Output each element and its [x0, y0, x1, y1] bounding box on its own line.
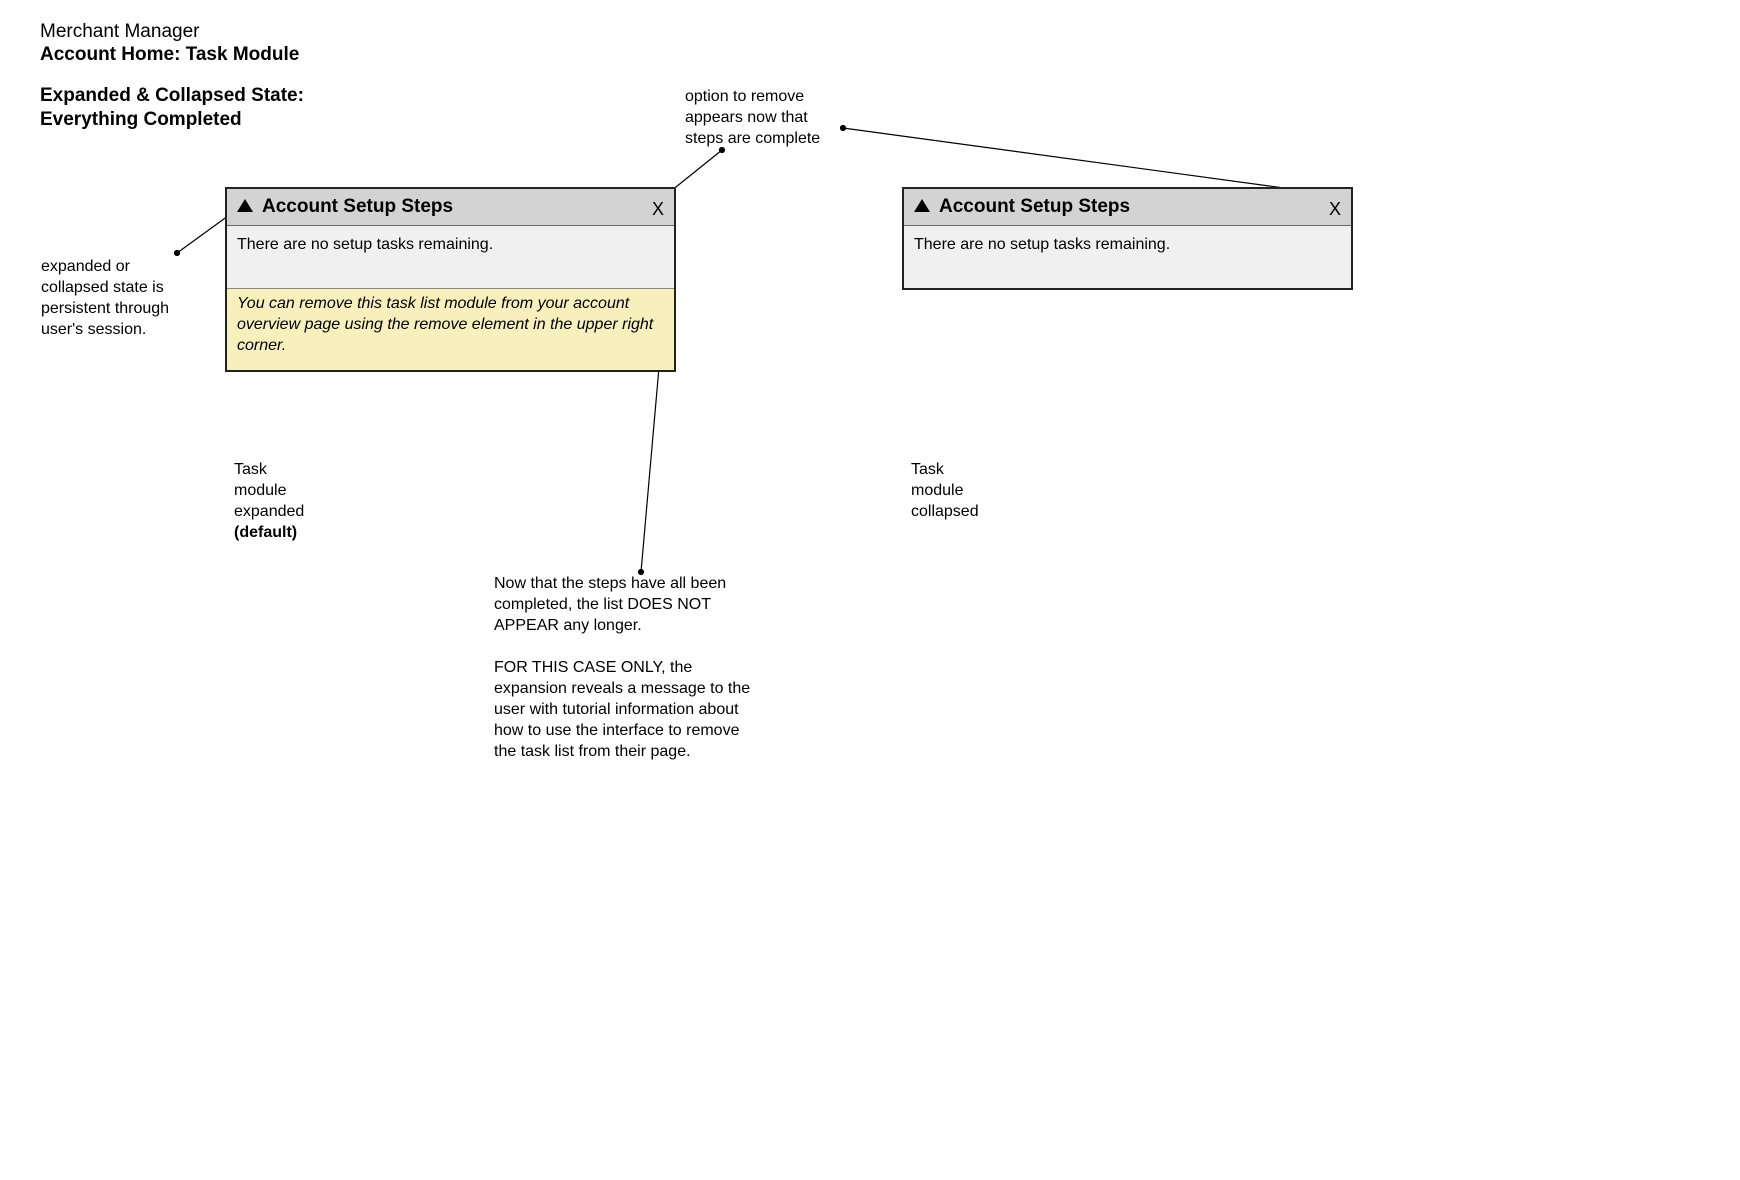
annotation-remove-option: option to remove appears now that steps are complete: [685, 88, 821, 147]
caption-collapsed: Task module collapsed: [911, 461, 979, 520]
annotation-persistent-state: expanded or collapsed state is persistent through user's session.: [41, 258, 170, 338]
connector-dot: [175, 251, 180, 256]
panel-body-text: There are no setup tasks remaining.: [914, 236, 1171, 253]
close-icon[interactable]: X: [1328, 199, 1341, 219]
connector-remove-option-right: [843, 128, 1343, 196]
task-module-expanded: [225, 187, 676, 372]
caption-expanded-text: Task module expanded: [234, 461, 305, 520]
collapse-triangle-icon[interactable]: [914, 199, 930, 212]
panel-title: Account Setup Steps: [262, 196, 454, 217]
tutorial-tip: You can remove this task list module from your account overview page using the remove element in the upper right corner.: [227, 288, 674, 370]
page-title: Account Home: Task Module: [40, 44, 300, 65]
close-icon[interactable]: X: [651, 199, 664, 219]
panel-header[interactable]: [227, 189, 674, 226]
caption-expanded-default: (default): [234, 524, 298, 541]
panel-title: Account Setup Steps: [939, 196, 1131, 217]
state-title: Expanded & Collapsed State: Everything Completed: [40, 85, 304, 130]
collapse-triangle-icon[interactable]: [237, 199, 253, 212]
task-module-collapsed: [902, 187, 1353, 290]
panel-header[interactable]: [904, 189, 1351, 226]
panel-body-text: There are no setup tasks remaining.: [237, 236, 494, 253]
connector-steps-note: [641, 356, 660, 572]
app-name: Merchant Manager: [40, 21, 200, 42]
annotation-steps-completed: Now that the steps have all been completed, the list DOES NOT APPEAR any longer. FOR THIS CASE ONLY, the expansion reveals a message to the user with tutorial information about how to use the interface to remove the task list from their page.: [494, 575, 751, 760]
caption-expanded: [234, 459, 354, 543]
